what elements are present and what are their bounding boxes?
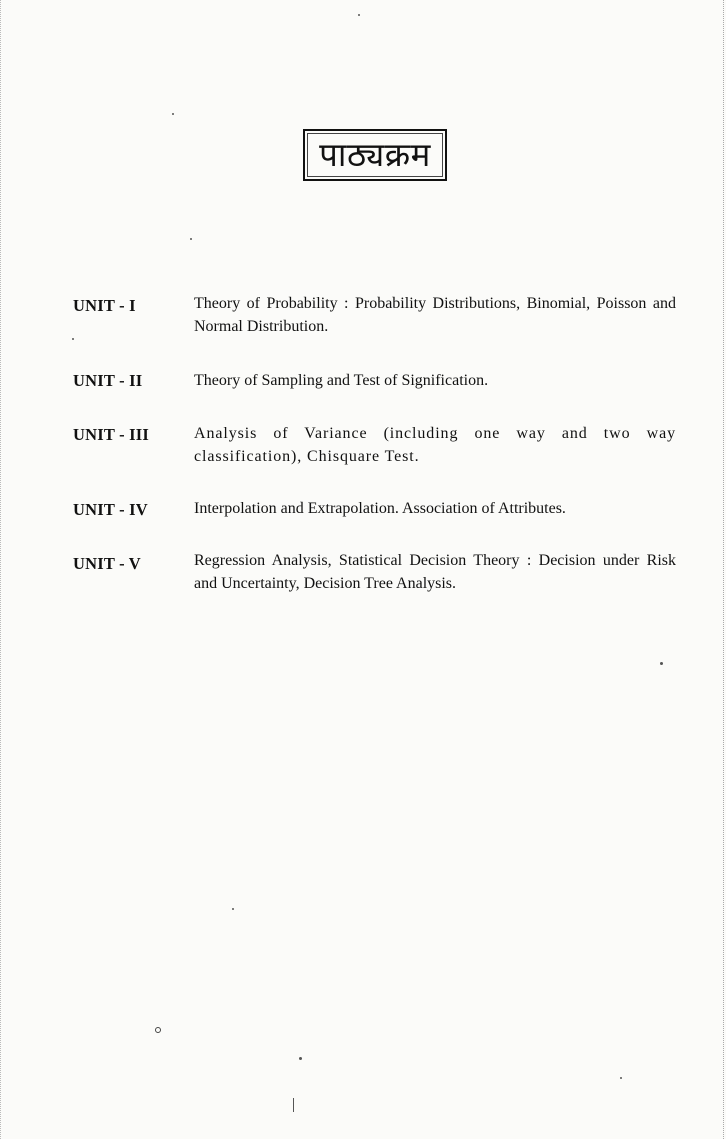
left-scan-edge [0, 0, 4, 1139]
unit-description: Theory of Sampling and Test of Signification. [194, 372, 489, 389]
syllabus-title-box [303, 129, 447, 181]
scan-speck [660, 662, 663, 665]
unit-description: Regression Analysis, Statistical Decision Theory : Decision under Risk and Uncertainty, Decision Tree Analysis. [194, 552, 676, 592]
page-title: पाठ्यक्रम [319, 134, 431, 174]
unit-description: Theory of Probability : Probability Distributions, Binomial, Poisson and Normal Distribution. [194, 295, 676, 335]
unit-description: Interpolation and Extrapolation. Association of Attributes. [194, 500, 566, 517]
right-scan-edge [721, 0, 724, 1139]
scan-speck [72, 338, 74, 340]
scan-speck [190, 238, 192, 240]
scan-speck [620, 1077, 622, 1079]
unit-label: UNIT - II [73, 371, 143, 390]
unit-label: UNIT - III [73, 425, 149, 444]
scan-speck [172, 113, 174, 115]
unit-description: Analysis of Variance (including one way and two way classification), Chisquare Test. [194, 425, 676, 465]
scan-speck [155, 1027, 161, 1033]
scan-speck [299, 1057, 302, 1060]
unit-label: UNIT - I [73, 296, 136, 315]
scan-speck [358, 14, 360, 16]
scan-speck [293, 1098, 294, 1112]
unit-label: UNIT - IV [73, 500, 148, 519]
scan-speck [232, 908, 234, 910]
unit-label: UNIT - V [73, 554, 141, 573]
